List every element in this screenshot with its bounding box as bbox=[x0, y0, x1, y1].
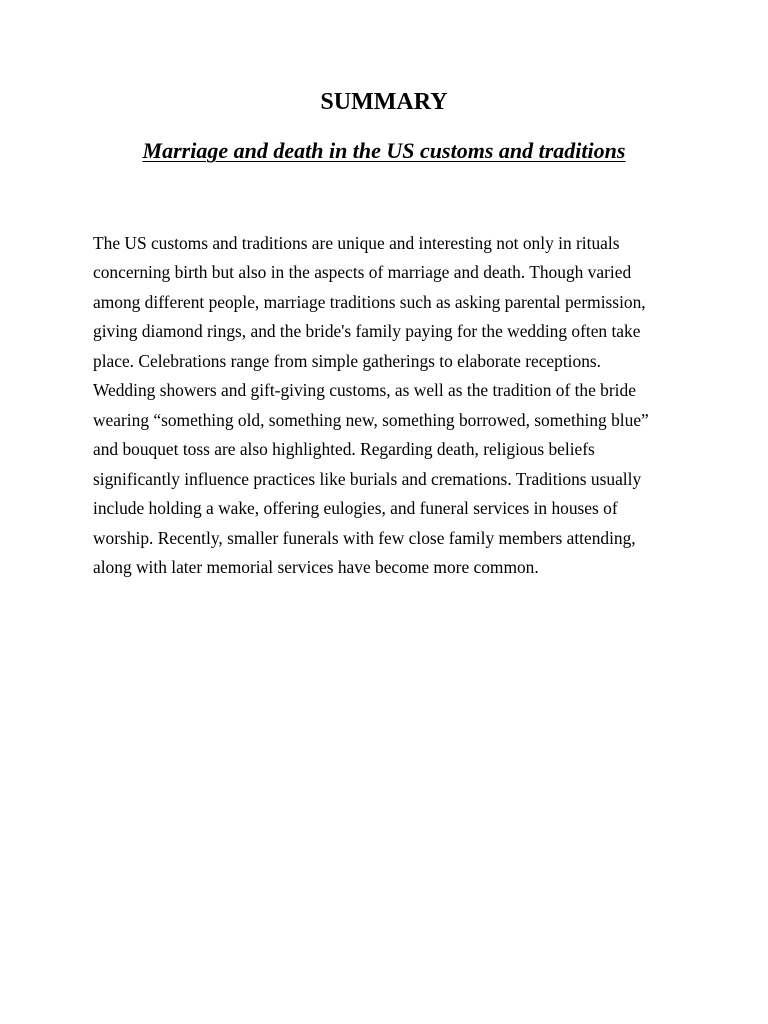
paragraph-line: wearing “something old, something new, something borrowed, something blue” bbox=[93, 409, 649, 430]
paragraph-line: The US customs and traditions are unique and interesting not only in rituals bbox=[93, 233, 620, 253]
document-subtitle: Marriage and death in the US customs and traditions bbox=[142, 138, 626, 163]
paragraph-line: concerning birth but also in the aspects of marriage and death. Though varied bbox=[93, 262, 632, 283]
paragraph-line: along with later memorial services have become more common. bbox=[93, 556, 539, 577]
document-title: SUMMARY bbox=[320, 89, 448, 115]
summary-paragraph bbox=[93, 229, 683, 582]
paragraph-line: worship. Recently, smaller funerals with few close family members attending, bbox=[93, 527, 636, 548]
paragraph-line: place. Celebrations range from simple gatherings to elaborate receptions. bbox=[93, 350, 602, 371]
paragraph-line: and bouquet toss are also highlighted. Regarding death, religious beliefs bbox=[93, 439, 595, 460]
paragraph-line: include holding a wake, offering eulogies, and funeral services in houses of bbox=[93, 498, 618, 519]
paragraph-line: among different people, marriage traditions such as asking parental permission, bbox=[93, 291, 646, 312]
paragraph-line: significantly influence practices like burials and cremations. Traditions usually bbox=[93, 468, 642, 489]
paragraph-line: Wedding showers and gift-giving customs, as well as the tradition of the bride bbox=[93, 380, 636, 401]
paragraph-line: giving diamond rings, and the bride's family paying for the wedding often take bbox=[93, 321, 641, 342]
